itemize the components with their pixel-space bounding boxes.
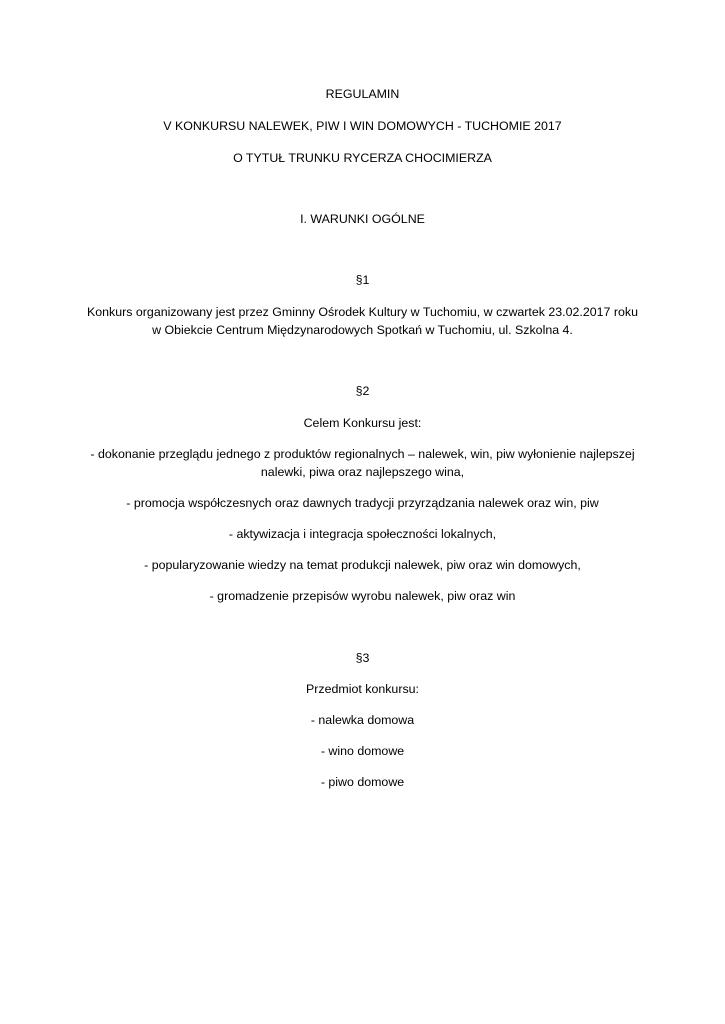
paragraph-2-intro: Celem Konkursu jest:: [303, 416, 422, 430]
paragraph-2-symbol: §2: [355, 384, 370, 398]
paragraph-2-item-5: - gromadzenie przepisów wyrobu nalewek, piw oraz win: [209, 589, 516, 603]
document-subtitle: V KONKURSU NALEWEK, PIW I WIN DOMOWYCH - TUCHOMIE 2017: [163, 119, 562, 133]
paragraph-3-item-1: - nalewka domowa: [310, 713, 415, 727]
paragraph-3-symbol: §3: [355, 651, 370, 665]
paragraph-2-item-4: - popularyzowanie wiedzy na temat produkcji nalewek, piw oraz win domowych,: [144, 558, 581, 572]
paragraph-3-intro: Przedmiot konkursu:: [306, 682, 419, 696]
document-title: REGULAMIN: [325, 87, 400, 101]
paragraph-1-line-1: Konkurs organizowany jest przez Gminny Ośrodek Kultury w Tuchomiu, w czwartek 23.02.2017 roku: [87, 305, 638, 319]
section-heading: I. WARUNKI OGÓLNE: [300, 212, 425, 226]
paragraph-2-item-2: - promocja współczesnych oraz dawnych tradycji przyrządzania nalewek oraz win, piw: [126, 496, 599, 510]
paragraph-2-item-1-line-1: - dokonanie przeglądu jednego z produktów regionalnych – nalewek, win, piw wyłonienie najlepszej: [90, 447, 635, 461]
document-subtitle-2: O TYTUŁ TRUNKU RYCERZA CHOCIMIERZA: [233, 151, 492, 165]
paragraph-3-item-2: - wino domowe: [320, 744, 405, 758]
paragraph-1-symbol: §1: [355, 273, 370, 287]
paragraph-2-item-3: - aktywizacja i integracja społeczności lokalnych,: [228, 527, 497, 541]
paragraph-1-line-2: w Obiekcie Centrum Międzynarodowych Spotkań w Tuchomiu, ul. Szkolna 4.: [152, 323, 573, 337]
paragraph-3-item-3: - piwo domowe: [320, 775, 405, 789]
paragraph-2-item-1-line-2: nalewki, piwa oraz najlepszego wina,: [260, 465, 465, 479]
